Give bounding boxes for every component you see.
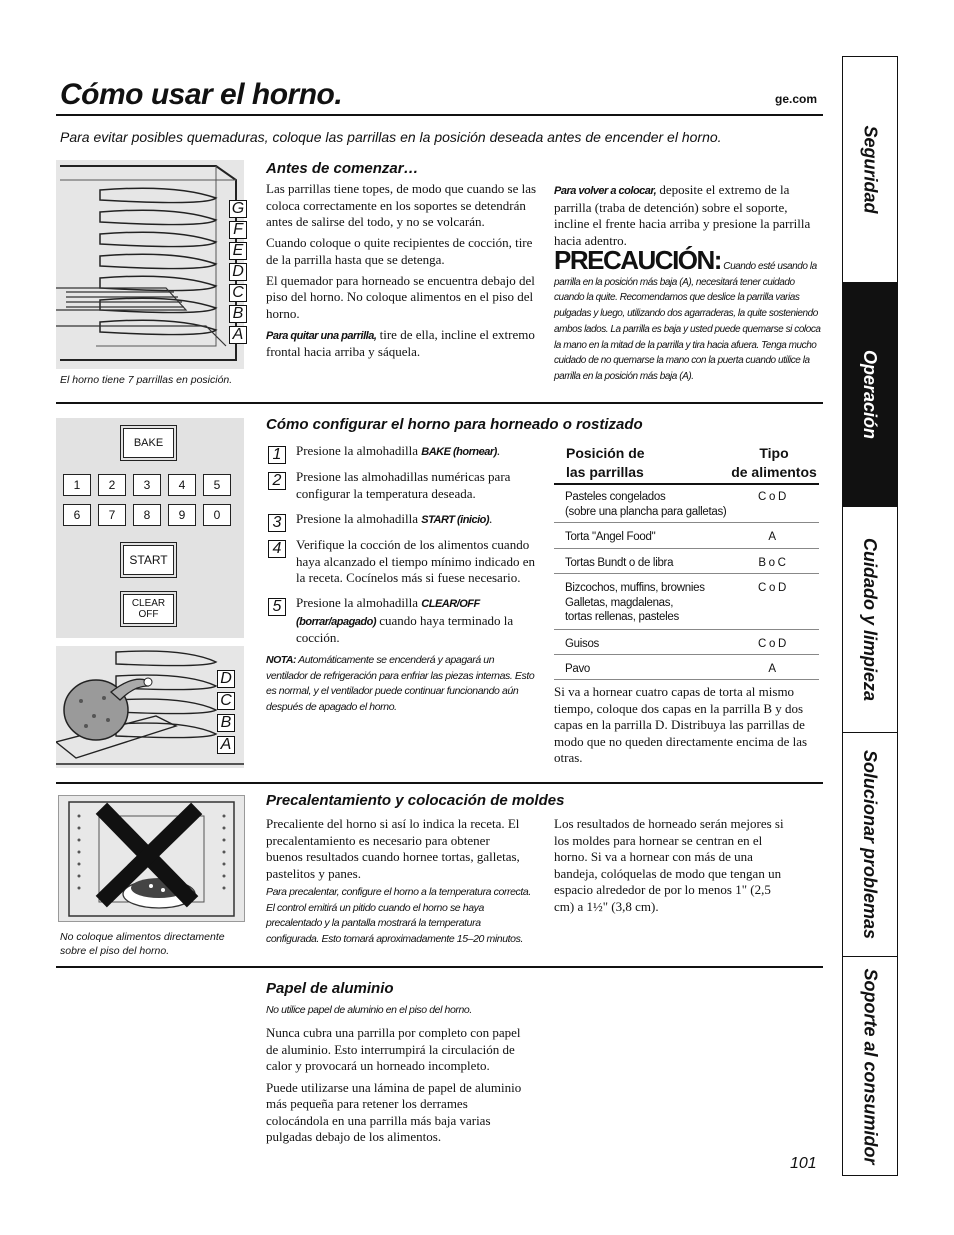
rack-letter: G	[229, 200, 247, 218]
rack-letter: A	[229, 326, 247, 344]
step-text: Presione las almohadillas numéricas para configurar la temperatura deseada.	[296, 469, 511, 501]
rack-letters	[229, 200, 249, 347]
foil-body	[266, 1025, 528, 1150]
table-row: Bizcochos, muffins, brownies Galletas, magdalenas, tortas rellenas, pasteles C o D	[554, 573, 819, 629]
caution-block	[554, 245, 824, 385]
table-row: Torta "Angel Food" A	[554, 522, 819, 548]
replace-rack-paragraph	[554, 182, 816, 249]
rack-letter: C	[217, 692, 235, 710]
rack-letter: C	[229, 284, 247, 302]
remove-rack-label: Para quitar una parrilla,	[266, 329, 377, 342]
caution-text: Cuando esté usando la parrilla en la posición más baja (A), necesitará tener cuidado cuando la quite. Recomendamos que deslice la parrilla varias pulgadas y luego, utilizando dos agarraderas, la quite sosteniendo ambos lados. La parrilla es baja y usted puede quemarse si coloca la mano en la mitad de la parrilla y tira hacia afuera. Tenga mucho cuidado de no quemarse la mano con la puerta cuando utilice la parrilla en la posición más baja (A).	[554, 261, 821, 382]
digit-key[interactable]: 7	[98, 504, 126, 526]
page-number: 101	[790, 1155, 817, 1172]
replace-rack-text: deposite el extremo de la parrilla (traba de detención) sobre el soporte, incline el frente hacia arriba y presione la parrilla hacia adentro.	[554, 182, 811, 248]
rack-letter: A	[217, 736, 235, 754]
before-paragraph: Cuando coloque o quite recipientes de cocción, tire de la parrilla hasta que se detenga.	[266, 235, 533, 267]
off-label: OFF	[138, 609, 159, 620]
fan-note	[266, 653, 536, 715]
rack-letter: D	[217, 670, 235, 688]
digit-key[interactable]: 1	[63, 474, 91, 496]
before-body	[266, 181, 538, 365]
table-row: Tortas Bundt o de libra B o C	[554, 548, 819, 573]
preheat-heading: Precalentamiento y colocación de moldes	[266, 792, 565, 809]
site-url: ge.com	[775, 92, 818, 106]
table-header-rack: Posición de las parrillas	[566, 445, 645, 480]
foil-paragraph: Puede utilizarse una lámina de papel de aluminio más pequeña para retener los derrames colocándola en una parrilla más baja varias pulgadas debajo de los alimentos.	[266, 1079, 522, 1144]
control-panel-illustration	[56, 418, 244, 638]
start-key[interactable]: START	[123, 545, 174, 575]
four-layers-text: Si va a hornear cuatro capas de torta al mismo tiempo, coloque dos capas en la parrilla B y dos capas en la parrilla D. Distribuya las parrillas de modo que no queden directamente encima de las otras.	[554, 684, 808, 765]
step-number: 4	[268, 540, 286, 558]
clear-label: CLEAR	[131, 598, 166, 609]
digit-key[interactable]: 8	[133, 504, 161, 526]
step-number: 3	[268, 514, 286, 532]
intro-text: Para evitar posibles quemaduras, coloque las parrillas en la posición deseada antes de encender el horno.	[60, 129, 722, 145]
pan-placement-text: Los resultados de horneado serán mejores si los moldes para hornear se centran en el horno. Si va a hornear con más de una bandeja, colóquelas de modo que tengan un espacio alrededor de por lo menos 1" (2,5 cm) a 1½" (3,8 cm).	[554, 816, 784, 914]
tab-solucionar-problemas[interactable]: Solucionar problemas	[843, 733, 897, 957]
step-number: 5	[268, 598, 286, 616]
section-sidebar	[842, 56, 898, 1176]
before-heading: Antes de comenzar…	[266, 160, 419, 177]
tab-cuidado-y-limpieza[interactable]: Cuidado y limpieza	[843, 507, 897, 733]
note-label: NOTA:	[266, 654, 296, 666]
step-text: Presione la almohadilla CLEAR/OFF (borrar/apagado) cuando haya terminado la cocción.	[296, 595, 514, 645]
header-rule	[56, 114, 823, 116]
step-text: Verifique la cocción de los alimentos cuando haya alcanzado el tiempo mínimo indicado en la receta. Cocínelos más si fuese necesario.	[296, 537, 535, 585]
rack-letter: F	[229, 221, 247, 239]
digit-key[interactable]: 2	[98, 474, 126, 496]
digit-key[interactable]: 3	[133, 474, 161, 496]
clear-off-key[interactable]	[123, 594, 174, 624]
table-row: Pavo A	[554, 654, 819, 680]
rack-letter: E	[229, 242, 247, 260]
digit-key[interactable]: 4	[168, 474, 196, 496]
no-food-on-floor-illustration	[58, 795, 245, 922]
note-text: Automáticamente se encenderá y apagará un ventilador de refrigeración para enfriar las piezas internas. Esto es normal, y el ventilador puede continuar funcionando aún después de apagado el horno.	[266, 654, 535, 713]
rack-letters-small	[217, 670, 237, 758]
foil-note: No utilice papel de aluminio en el piso del horno.	[266, 1004, 472, 1016]
caution-word: PRECAUCIÓN:	[554, 245, 721, 275]
section-divider	[56, 402, 823, 404]
turkey-illustration	[56, 646, 244, 768]
rack-letter: B	[217, 714, 235, 732]
foil-heading: Papel de aluminio	[266, 980, 394, 997]
page-title: Cómo usar el horno.	[60, 78, 343, 111]
digit-key[interactable]: 9	[168, 504, 196, 526]
step-number: 1	[268, 446, 286, 464]
racks-caption: El horno tiene 7 parrillas en posición.	[60, 374, 233, 386]
step-text: Presione la almohadilla START (inicio).	[296, 511, 493, 526]
bake-key[interactable]: BAKE	[123, 428, 174, 458]
configure-heading: Cómo configurar el horno para horneado o rostizado	[266, 416, 643, 433]
before-paragraph: Las parrillas tiene topes, de modo que cuando se las coloca correctamente en los soportes se detendrán antes de salirse del todo, y no se volcarán.	[266, 181, 537, 229]
table-row: Guisos C o D	[554, 629, 819, 654]
foil-paragraph: Nunca cubra una parrilla por completo con papel de aluminio. Esto interrumpirá la circulación de calor y provocará un horneado incompleto.	[266, 1025, 521, 1073]
step-text: Presione la almohadilla BAKE (hornear).	[296, 443, 501, 458]
digit-key[interactable]: 6	[63, 504, 91, 526]
turkey-drawing	[56, 646, 244, 768]
preheat-body: Precaliente del horno si así lo indica la receta. El precalentamiento es necesario para obtener buenos resultados cuando hornee tortas, galletas, pastelitos y panes.	[266, 816, 520, 881]
tab-operacion[interactable]: Operación	[843, 283, 897, 507]
no-food-drawing	[59, 796, 244, 921]
table-row: Pasteles congelados (sobre una plancha para galletas) C o D	[565, 491, 786, 518]
no-food-caption: No coloque alimentos directamente sobre el piso del horno.	[60, 931, 225, 957]
before-paragraph: El quemador para horneado se encuentra debajo del piso del horno. No coloque alimentos en el piso del horno.	[266, 272, 535, 321]
oven-racks-drawing	[56, 160, 244, 369]
preheat-note: Para precalentar, configure el horno a la temperatura correcta. El control emitirá un pitido cuando el horno se haya precalentado y la pantalla mostrará la temperatura configurada. Esto tomará aproximadamente 15–20 minutos.	[266, 886, 531, 945]
section-divider	[56, 782, 823, 784]
table-header-food: Tipo de alimentos	[731, 445, 817, 480]
digit-key[interactable]: 5	[203, 474, 231, 496]
tab-soporte-al-consumidor[interactable]: Soporte al consumidor	[860, 967, 881, 1165]
step-number: 2	[268, 472, 286, 490]
section-divider	[56, 966, 823, 968]
tab-seguridad[interactable]: Seguridad	[843, 57, 897, 283]
remove-rack-paragraph	[266, 327, 538, 361]
rack-letter: B	[229, 305, 247, 323]
oven-racks-illustration	[56, 160, 244, 369]
replace-rack-label: Para volver a colocar,	[554, 185, 657, 197]
remove-rack-text: tire de ella, incline el extremo frontal hacia arriba y sáquela.	[266, 326, 535, 359]
rack-letter: D	[229, 263, 247, 281]
digit-key[interactable]: 0	[203, 504, 231, 526]
